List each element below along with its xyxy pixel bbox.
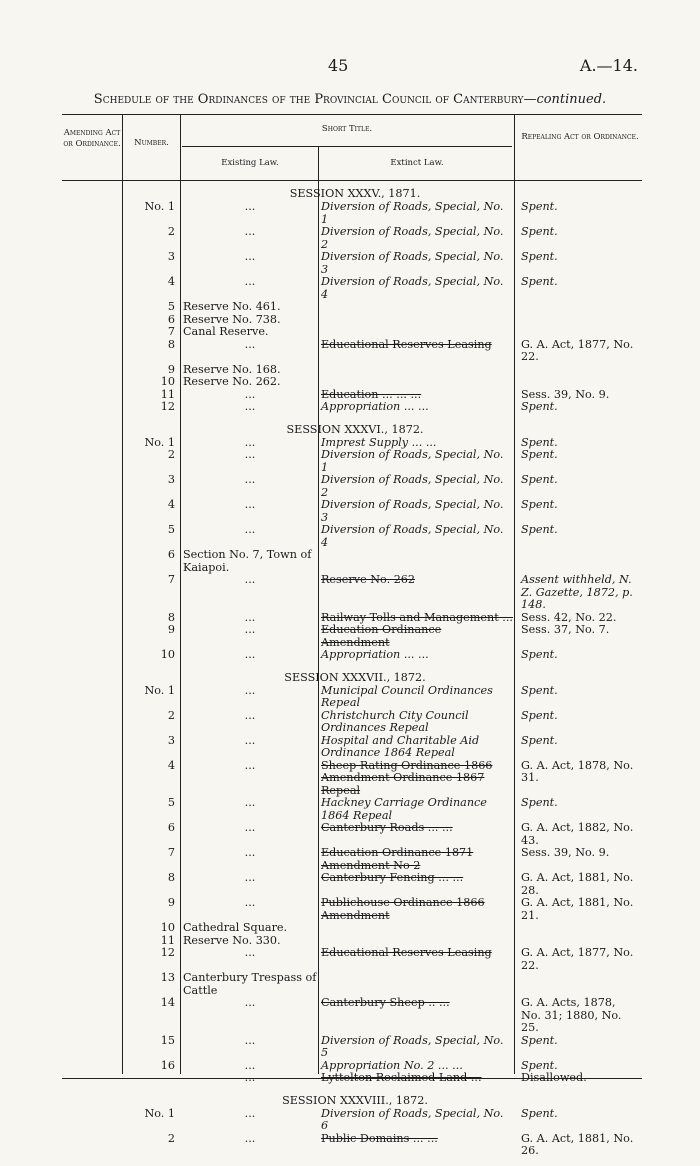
session-gap — [0, 414, 700, 422]
row-number: 15 — [160, 1033, 175, 1047]
repealing-act: Spent. — [521, 1058, 558, 1072]
session-heading — [0, 1093, 700, 1108]
row-number: 8 — [167, 871, 175, 884]
existing-law: ... — [244, 683, 256, 697]
row-number: 10 — [160, 648, 175, 661]
extinct-law: Diversion of Roads, Special, No. 4 — [321, 275, 504, 301]
table-row — [0, 549, 700, 574]
schedule-body — [0, 186, 700, 1166]
row-number: 11 — [160, 933, 175, 947]
table-row — [0, 947, 700, 972]
table-row — [0, 847, 700, 872]
repealing-act: Spent. — [521, 400, 558, 413]
table-row — [0, 339, 700, 364]
row-number: 9 — [167, 623, 175, 636]
session-heading — [0, 670, 700, 685]
existing-law: ... — [244, 821, 256, 834]
table-row — [0, 201, 700, 226]
row-number: 3 — [167, 733, 175, 747]
row-number: 8 — [167, 610, 175, 624]
repealing-act: Disallowed. — [521, 1071, 587, 1084]
existing-law: Reserve No. 330. — [183, 933, 281, 947]
extinct-law: Municipal Council Ordinances Repeal — [321, 683, 493, 709]
existing-law: ... — [244, 435, 256, 449]
repealing-act: Sess. 39, No. 9. — [521, 846, 610, 859]
table-row — [0, 972, 700, 997]
repealing-act: Spent. — [521, 708, 558, 722]
existing-law: ... — [244, 400, 256, 413]
existing-law: ... — [244, 996, 256, 1009]
table-row — [0, 574, 700, 612]
row-number: 14 — [160, 996, 175, 1009]
repealing-act: Spent. — [521, 648, 558, 661]
row-number: 7 — [167, 846, 175, 859]
existing-law: ... — [244, 200, 256, 213]
table-row — [0, 649, 700, 662]
row-number: 10 — [160, 921, 175, 934]
extinct-law: Diversion of Roads, Special, No. 1 — [321, 448, 504, 474]
existing-law: ... — [244, 708, 256, 722]
existing-law: ... — [244, 448, 256, 461]
repealing-act: G. A. Acts, 1878, No. 31; 1880, No. 25. — [521, 996, 622, 1034]
existing-law: ... — [244, 946, 256, 959]
extinct-law: Christchurch City Council Ordinances Repeal — [321, 708, 469, 734]
existing-law: Reserve No. 461. — [183, 300, 281, 313]
table-row — [0, 364, 700, 377]
table-row — [0, 897, 700, 922]
row-number: No. 1 — [144, 435, 175, 449]
header-short-title: Short Title. — [321, 124, 373, 134]
repealing-act: G. A. Act, 1877, No. 22. — [521, 946, 634, 972]
row-number: No. 1 — [144, 683, 175, 697]
existing-law: ... — [244, 250, 256, 263]
repealing-act: Spent. — [521, 250, 558, 263]
table-row — [0, 1072, 700, 1085]
row-number: 4 — [167, 275, 175, 288]
existing-law: Canterbury Trespass of Cattle — [183, 971, 317, 997]
row-number: 9 — [167, 362, 175, 376]
session-heading-text: SESSION XXXVII., 1872. — [284, 670, 426, 684]
existing-law: ... — [244, 871, 256, 884]
header-extinct: Extinct Law. — [390, 158, 444, 168]
row-number: 8 — [167, 337, 175, 351]
session-heading — [0, 186, 700, 201]
extinct-law: Appropriation No. 2 ... ... — [321, 1058, 463, 1072]
repealing-act: G. A. Act, 1878, No. 31. — [521, 758, 634, 784]
row-number: No. 1 — [144, 1106, 175, 1120]
extinct-law: Diversion of Roads, Special, No. 5 — [321, 1033, 504, 1059]
repealing-act: Assent withheld, N. Z. Gazette, 1872, p. 148. — [521, 573, 633, 611]
row-number: No. 1 — [144, 200, 175, 213]
row-number: 16 — [160, 1058, 175, 1072]
extinct-law: Diversion of Roads, Special, No. 6 — [321, 1106, 504, 1132]
extinct-law: Canterbury Roads ... ... — [321, 821, 453, 834]
repealing-act: G. A. Act, 1881, No. 28. — [521, 871, 634, 897]
extinct-law: Diversion of Roads, Special, No. 2 — [321, 225, 504, 251]
table-row — [0, 301, 700, 314]
table-row — [0, 735, 700, 760]
existing-law: Cathedral Square. — [183, 921, 288, 934]
title-continued: continued. — [536, 92, 607, 107]
existing-law: ... — [244, 758, 256, 772]
row-number: 12 — [160, 946, 175, 959]
extinct-law: Imprest Supply ... ... — [321, 435, 437, 449]
existing-law: ... — [244, 1071, 256, 1084]
table-row — [0, 226, 700, 251]
row-number: 2 — [167, 1131, 175, 1145]
existing-law: ... — [244, 473, 256, 486]
existing-law: ... — [244, 1033, 256, 1047]
existing-law: Canal Reserve. — [183, 325, 269, 338]
existing-law: Reserve No. 262. — [183, 375, 281, 388]
repealing-act: Spent. — [521, 275, 558, 288]
table-row — [0, 524, 700, 549]
extinct-law: Appropriation ... ... — [321, 648, 429, 661]
table-row — [0, 376, 700, 389]
table-row — [0, 401, 700, 414]
repealing-act: Sess. 39, No. 9. — [521, 387, 610, 401]
row-number: 5 — [167, 300, 175, 313]
extinct-law: Education Ordinance 1871 Amendment No 2 — [321, 846, 474, 872]
extinct-law: Railway Tolls and Management ... — [321, 610, 513, 624]
repealing-act: G. A. Act, 1877, No. 22. — [521, 337, 634, 363]
row-number: 6 — [167, 312, 175, 326]
row-number: 2 — [167, 448, 175, 461]
extinct-law: Diversion of Roads, Special, No. 1 — [321, 200, 504, 226]
page-number: 45 — [328, 56, 349, 75]
header-repealing: Repealing Act or Ordinance. — [521, 132, 639, 142]
extinct-law: Canterbury Sheep .. ... — [321, 996, 450, 1009]
extinct-law: Public Domains ... ... — [321, 1131, 438, 1145]
extinct-law: Diversion of Roads, Special, No. 3 — [321, 498, 504, 524]
row-number: 7 — [167, 325, 175, 338]
repealing-act: Sess. 42, No. 22. — [521, 610, 617, 624]
extinct-law: Diversion of Roads, Special, No. 2 — [321, 473, 504, 499]
existing-law: ... — [244, 733, 256, 747]
extinct-law: Diversion of Roads, Special, No. 3 — [321, 250, 504, 276]
paper-reference: A.—14. — [579, 56, 638, 75]
table-row — [0, 499, 700, 524]
session-heading-text: SESSION XXXVIII., 1872. — [282, 1093, 428, 1107]
existing-law: Section No. 7, Town of Kaiapoi. — [183, 548, 312, 574]
existing-law: Reserve No. 738. — [183, 312, 281, 326]
session-gap — [0, 1085, 700, 1093]
row-number: 7 — [167, 573, 175, 586]
session-gap — [0, 662, 700, 670]
top-rule — [62, 114, 642, 115]
repealing-act: Spent. — [521, 1106, 558, 1120]
header-amending: Amending Act or Ordinance. — [63, 128, 121, 149]
repealing-act: G. A. Act, 1881, No. 26. — [521, 1131, 634, 1157]
row-number: 13 — [160, 971, 175, 984]
repealing-act: Spent. — [521, 523, 558, 536]
row-number: 4 — [167, 498, 175, 511]
repealing-act: G. A. Act, 1881, No. 21. — [521, 896, 634, 922]
repealing-act: Spent. — [521, 683, 558, 697]
existing-law: ... — [244, 1131, 256, 1145]
existing-law: ... — [244, 1058, 256, 1072]
header-number: Number. — [134, 138, 169, 148]
session-heading-text: SESSION XXXV., 1871. — [289, 187, 421, 200]
existing-law: ... — [244, 573, 256, 586]
table-row — [0, 822, 700, 847]
existing-law: ... — [244, 623, 256, 636]
table-row — [0, 276, 700, 301]
extinct-law: Educational Reserves Leasing — [321, 946, 492, 959]
table-row — [0, 872, 700, 897]
table-row — [0, 760, 700, 798]
row-number: 5 — [167, 523, 175, 536]
repealing-act: G. A. Act, 1882, No. 43. — [521, 821, 634, 847]
row-number: 5 — [167, 796, 175, 809]
table-row — [0, 326, 700, 339]
existing-law: Reserve No. 168. — [183, 362, 281, 376]
existing-law: ... — [244, 225, 256, 238]
repealing-act: Sess. 37, No. 7. — [521, 623, 610, 636]
extinct-law: Lyttelton Reclaimed Land ... — [321, 1071, 482, 1084]
table-row — [0, 624, 700, 649]
extinct-law: Reserve No. 262 — [321, 573, 416, 586]
row-number: 6 — [167, 821, 175, 834]
table-row — [0, 797, 700, 822]
row-number: 9 — [167, 896, 175, 909]
existing-law: ... — [244, 896, 256, 909]
row-number: 6 — [167, 548, 175, 561]
existing-law: ... — [244, 846, 256, 859]
existing-law: ... — [244, 610, 256, 624]
table-row — [0, 922, 700, 935]
row-number: 2 — [167, 225, 175, 238]
table-row — [0, 1133, 700, 1158]
existing-law: ... — [244, 1106, 256, 1120]
existing-law: ... — [244, 275, 256, 288]
table-row — [0, 314, 700, 327]
session-heading — [0, 422, 700, 437]
existing-law: ... — [244, 387, 256, 401]
row-number: 4 — [167, 758, 175, 772]
extinct-law: Diversion of Roads, Special, No. 4 — [321, 523, 504, 549]
existing-law: ... — [244, 648, 256, 661]
table-row — [0, 710, 700, 735]
table-row — [0, 997, 700, 1035]
row-number: 3 — [167, 473, 175, 486]
existing-law: ... — [244, 523, 256, 536]
existing-law: ... — [244, 498, 256, 511]
session-heading-text: SESSION XXXVI., 1872. — [286, 422, 424, 436]
row-number: 10 — [160, 375, 175, 388]
repealing-act: Spent. — [521, 498, 558, 511]
repealing-act: Spent. — [521, 473, 558, 486]
repealing-act: Spent. — [521, 225, 558, 238]
table-row — [0, 449, 700, 474]
extinct-law: Appropriation ... ... — [321, 400, 429, 413]
extinct-law: Canterbury Fencing ... ... — [321, 871, 464, 884]
repealing-act: Spent. — [521, 733, 558, 747]
row-number: 12 — [160, 400, 175, 413]
table-row — [0, 685, 700, 710]
short-title-rule — [182, 146, 512, 147]
repealing-act: Spent. — [521, 435, 558, 449]
table-row — [0, 251, 700, 276]
title-main: Schedule of the Ordinances of the Provincial Council of Canterbury— — [93, 92, 537, 107]
row-number: 2 — [167, 708, 175, 722]
extinct-law: Hospital and Charitable Aid Ordinance 1864 Repeal — [321, 733, 480, 759]
extinct-law: Educational Reserves Leasing — [321, 337, 492, 351]
header-bottom-rule — [62, 180, 642, 181]
table-row — [0, 1108, 700, 1133]
repealing-act: Spent. — [521, 200, 558, 213]
extinct-law: Education Ordinance Amendment — [321, 623, 442, 649]
header-existing: Existing Law. — [221, 158, 279, 168]
table-row — [0, 1035, 700, 1060]
existing-law: ... — [244, 337, 256, 351]
table-row — [0, 474, 700, 499]
repealing-act: Spent. — [521, 796, 558, 809]
extinct-law: Hackney Carriage Ordinance 1864 Repeal — [321, 796, 487, 822]
session-gap — [0, 1158, 700, 1166]
extinct-law: Sheep Rating Ordinance 1866 Amendment Ordinance 1867 Repeal — [321, 758, 493, 797]
existing-law: ... — [244, 796, 256, 809]
repealing-act: Spent. — [521, 1033, 558, 1047]
repealing-act: Spent. — [521, 448, 558, 461]
extinct-law: Publichouse Ordinance 1866 Amendment — [321, 896, 485, 922]
row-number: 3 — [167, 250, 175, 263]
page-title — [0, 92, 700, 107]
extinct-law: Education ... ... ... — [321, 387, 422, 401]
row-number: 11 — [160, 387, 175, 401]
